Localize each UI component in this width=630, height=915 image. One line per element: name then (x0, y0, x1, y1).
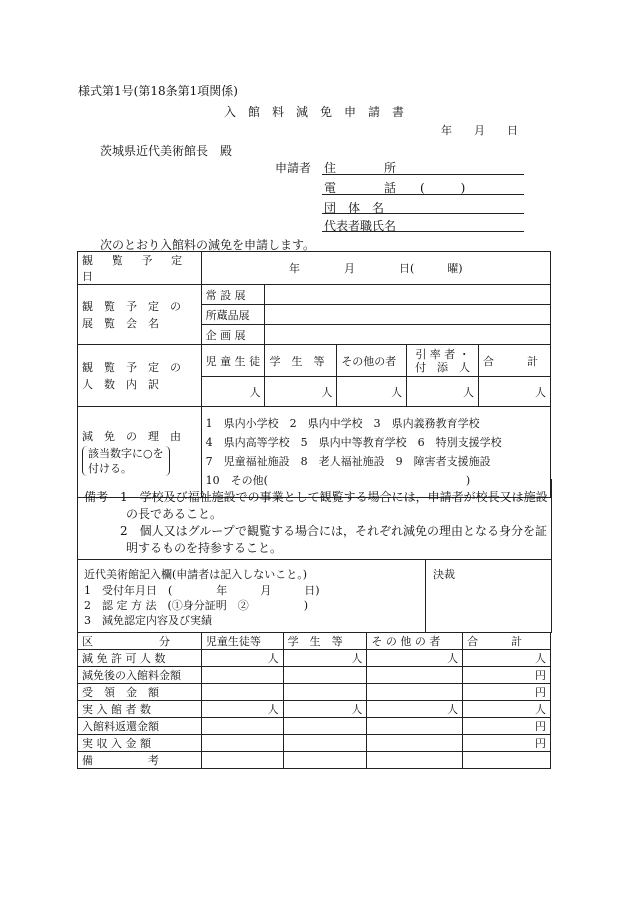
result-cell[interactable]: 人 (201, 701, 283, 718)
exhibit-collection-field[interactable] (265, 305, 551, 325)
receipt-date-line: 1 受付年月日 ( 年 月 日) (84, 584, 320, 597)
phone-field[interactable] (322, 194, 524, 195)
result-cell[interactable] (201, 718, 283, 735)
result-cell[interactable]: 円 (463, 684, 551, 701)
header-total: 合 計 (479, 345, 551, 377)
reason-option-row[interactable]: 7 児童福祉施設 8 老人福祉施設 9 障害者支援施設 (205, 455, 491, 468)
reason-option-row[interactable]: 4 県内高等学校 5 県内中等教育学校 6 特別支援学校 (205, 436, 502, 449)
result-cell[interactable]: 人 (283, 701, 367, 718)
visit-date-value[interactable]: 年 月 日( 曜) (201, 252, 550, 285)
remarks-line-2: の長であること。 (126, 507, 223, 521)
address-field[interactable] (322, 174, 524, 175)
result-cell[interactable] (201, 684, 283, 701)
row-label: 減免後の入館料金額 (78, 667, 202, 684)
row-label: 減 免 許 可 人 数 (78, 650, 202, 667)
address-field-label: 住 所 (324, 161, 397, 175)
exemption-result-line: 3 減免認定内容及び実績 (84, 614, 212, 627)
results-header-total: 合 計 (463, 633, 551, 650)
remarks-line-3: 2 個人又はグループで観覧する場合には，それぞれ減免の理由となる身分を証 (120, 524, 548, 538)
header-students: 学 生 等 (265, 345, 337, 377)
header-chaperones: 引 率 者 ・ 付 添 人 (407, 345, 479, 377)
row-label: 備 考 (78, 752, 202, 769)
application-table (77, 251, 551, 498)
applicant-label: 申請者 (275, 161, 312, 175)
result-cell[interactable] (283, 684, 367, 701)
exhibit-special-field[interactable] (265, 325, 551, 345)
count-total[interactable]: 人 (479, 377, 551, 407)
exhibit-permanent-label: 常 設 展 (201, 285, 265, 305)
results-header-children: 児童生徒等 (201, 633, 283, 650)
result-cell[interactable]: 人 (201, 650, 283, 667)
approval-label: 決裁 (433, 568, 455, 581)
header-others: その他の者 (337, 345, 407, 377)
headcount-label: 観 覧 予 定 の 人 数 内 訳 (78, 345, 202, 407)
reason-note: 該当数字に○を 付ける。 (82, 446, 170, 476)
count-chaperones[interactable]: 人 (407, 377, 479, 407)
representative-field-label: 代表者職氏名 (324, 219, 397, 233)
group-field[interactable] (322, 213, 524, 214)
result-cell[interactable]: 人 (283, 650, 367, 667)
result-cell[interactable] (283, 667, 367, 684)
remarks-line-1: 備考 1 学校及び福祉施設での事業として観覧する場合には，申請者が校長又は施設 (84, 490, 548, 504)
reason-label: 減 免 の 理 由 該当数字に○を 付ける。 (78, 407, 202, 498)
result-cell[interactable] (201, 667, 283, 684)
remarks-line-4: 明するものを持参すること。 (126, 541, 283, 555)
intro-text: 次のとおり入館料の減免を申請します。 (100, 238, 316, 252)
office-use-title: 近代美術館記入欄(申請者は記入しないこと。) (84, 568, 308, 581)
result-cell[interactable]: 人 (367, 650, 463, 667)
result-cell[interactable] (367, 718, 463, 735)
exhibit-permanent-field[interactable] (265, 285, 551, 305)
exhibit-special-label: 企 画 展 (201, 325, 265, 345)
result-cell[interactable] (367, 667, 463, 684)
result-cell[interactable] (201, 752, 283, 769)
result-cell[interactable]: 円 (463, 735, 551, 752)
page-title: 入 館 料 減 免 申 請 書 (224, 105, 405, 119)
table-row (78, 667, 551, 684)
results-header-others: そ の 他 の 者 (367, 633, 463, 650)
group-field-label: 団 体 名 (324, 201, 385, 215)
visit-date-label: 観 覧 予 定 日 (78, 252, 202, 285)
count-children[interactable]: 人 (201, 377, 265, 407)
results-table (77, 632, 551, 769)
exhibit-collection-label: 所蔵品展 (201, 305, 265, 325)
result-cell[interactable] (463, 752, 551, 769)
row-label: 受 領 金 額 (78, 684, 202, 701)
result-cell[interactable] (283, 718, 367, 735)
result-cell[interactable]: 人 (463, 650, 551, 667)
row-label: 入館料返還金額 (78, 718, 202, 735)
table-row (78, 650, 551, 667)
result-cell[interactable]: 円 (463, 667, 551, 684)
count-students[interactable]: 人 (265, 377, 337, 407)
result-cell[interactable]: 人 (367, 701, 463, 718)
results-header-students: 学 生 等 (283, 633, 367, 650)
exhibition-label: 観 覧 予 定 の 展 覧 会 名 (78, 285, 202, 345)
reason-option-row[interactable]: 10 その他( ) (205, 474, 471, 487)
representative-field[interactable] (322, 231, 524, 232)
table-row (78, 684, 551, 701)
addressee: 茨城県近代美術館長 殿 (100, 144, 233, 158)
result-cell[interactable] (367, 684, 463, 701)
result-cell[interactable]: 人 (463, 701, 551, 718)
row-label: 実 入 館 者 数 (78, 701, 202, 718)
result-cell[interactable]: 円 (463, 718, 551, 735)
table-row (78, 718, 551, 735)
result-cell[interactable] (283, 735, 367, 752)
count-others[interactable]: 人 (337, 377, 407, 407)
approval-divider (425, 560, 426, 632)
header-children: 児 童 生 徒 (201, 345, 265, 377)
result-cell[interactable] (201, 735, 283, 752)
submission-date: 年 月 日 (441, 124, 518, 137)
reason-option-row[interactable]: 1 県内小学校 2 県内中学校 3 県内義務教育学校 (205, 417, 480, 430)
table-row (78, 735, 551, 752)
result-cell[interactable] (367, 735, 463, 752)
table-row (78, 752, 551, 769)
results-header-category: 区 分 (78, 633, 202, 650)
table-row (78, 701, 551, 718)
result-cell[interactable] (283, 752, 367, 769)
result-cell[interactable] (367, 752, 463, 769)
phone-field-label: 電 話 ( ) (324, 181, 466, 195)
verification-method-line: 2 認 定 方 法 (①身分証明 ② ) (84, 599, 309, 612)
form-number: 様式第1号(第18条第1項関係) (78, 84, 238, 98)
row-label: 実 収 入 金 額 (78, 735, 202, 752)
